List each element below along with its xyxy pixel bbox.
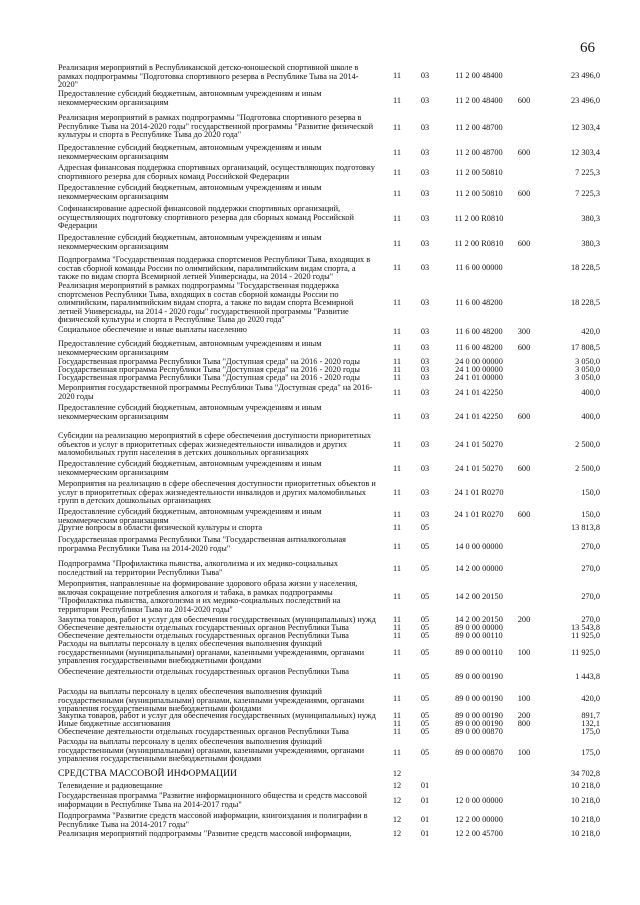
- row-amount: 270,0: [581, 564, 600, 573]
- row-description: Субсидии на реализацию мероприятий в сфере обеспечения доступности приоритетных объектов и услуг в приоритетных сферах жизнедеятельности инвалидов и других маломобильных групп населения в детских дошкольных организациях: [58, 431, 372, 458]
- row-expense-type: 600: [517, 96, 531, 105]
- row-subsection-code: 05: [420, 615, 430, 624]
- row-section-code: 11: [393, 694, 401, 703]
- row-section-code: 11: [393, 365, 401, 374]
- row-expense-type: 600: [517, 239, 531, 248]
- row-description: Предоставление субсидий бюджетным, автономным учреждениям и иным некоммерческим организациям: [58, 143, 322, 161]
- row-section-code: 11: [393, 564, 401, 573]
- row-subsection-code: 05: [420, 542, 430, 551]
- row-target-article: 11 6 00 48200: [455, 298, 503, 307]
- row-target-article: 12 2 00 45700: [455, 829, 503, 838]
- row-target-article: 11 2 00 48700: [455, 148, 503, 157]
- row-expense-type: 300: [517, 327, 531, 336]
- row-subsection-code: 03: [420, 365, 430, 374]
- row-target-article: 11 2 00 48400: [455, 96, 503, 105]
- row-description: Предоставление субсидий бюджетным, автономным учреждениям и иным некоммерческим организациям: [58, 233, 322, 251]
- row-amount: 420,0: [581, 694, 600, 703]
- row-target-article: 24 1 01 42250: [455, 388, 503, 397]
- row-description: Расходы на выплаты персоналу в целях обеспечения выполнения функций государственными (муниципальными) органами, казенными учреждениями, органами управления государственными внебюджетными фондами: [58, 737, 365, 764]
- row-subsection-code: 05: [420, 623, 430, 632]
- row-description: Государственная программа Республики Тыва "Государственная антиалкогольная программа Республики Тыва на 2014-2020 годы": [58, 535, 346, 553]
- row-expense-type: 100: [517, 748, 531, 757]
- row-description: Подпрограмма "Профилактика пьянства, алкоголизма и их медико-социальных последствий на территории Республики Тыва": [58, 559, 339, 577]
- row-section-code: 11: [393, 148, 401, 157]
- row-target-article: 14 0 00 00000: [455, 542, 503, 551]
- row-amount: 270,0: [581, 542, 600, 551]
- row-description: Мероприятия государственной программы Республики Тыва "Доступная среда" на 2016-2020 годы: [58, 383, 373, 401]
- row-target-article: 24 1 01 42250: [455, 412, 503, 421]
- row-section-code: 11: [393, 239, 401, 248]
- row-description: Мероприятия на реализацию в сфере обеспечения доступности приоритетных объектов и услуг в приоритетных сферах жизнедеятельности инвалидов и других маломобильных групп в детских дошкольных организациях: [58, 479, 376, 506]
- row-description: Государственная программа Республики Тыва "Доступная среда" на 2016 - 2020 годы: [58, 373, 360, 382]
- row-subsection-code: 03: [420, 239, 430, 248]
- row-expense-type: 600: [517, 189, 531, 198]
- table-row: [0, 432, 640, 460]
- row-section-code: 11: [393, 510, 401, 519]
- row-subsection-code: 05: [420, 564, 430, 573]
- row-description: Обеспечение деятельности отдельных государственных органов Республики Тыва: [58, 631, 349, 640]
- row-subsection-code: 03: [420, 71, 430, 80]
- row-subsection-code: 01: [420, 815, 430, 824]
- row-section-code: 12: [392, 829, 402, 838]
- row-description: Подпрограмма "Развитие средств массовой информации, книгоиздания и полиграфии в Республике Тыва на 2014-2017 годы": [58, 811, 368, 829]
- table-row: [0, 234, 640, 256]
- row-section-code: 11: [393, 357, 401, 366]
- table-row: [0, 184, 640, 205]
- row-amount: 34 702,8: [570, 769, 600, 778]
- row-target-article: 11 2 00 48400: [455, 71, 503, 80]
- row-subsection-code: 03: [420, 96, 430, 105]
- row-section-code: 11: [393, 123, 401, 132]
- row-description: Адресная финансовая поддержка спортивных организаций, осуществляющих подготовку спортивного резерва для сборных команд Российской Федерации: [58, 163, 375, 181]
- row-amount: 132,1: [581, 719, 600, 728]
- row-description: Расходы на выплаты персоналу в целях обеспечения выполнения функций государственными (муниципальными) органами, казенными учреждениями, органами управления государственными внебюджетными фондами: [58, 687, 365, 714]
- row-amount: 2 500,0: [575, 464, 600, 473]
- row-amount: 400,0: [581, 412, 600, 421]
- row-section-code: 11: [393, 615, 401, 624]
- row-description: Иные бюджетные ассигнования: [58, 719, 171, 728]
- row-description: Реализация мероприятий в рамках подпрограммы "Государственная поддержка спортсменов Республики Тыва, входящих в состав сборной команды России по олимпийским, паралимпийским видам спорта, а также по видам спорта Всемирной летней Универсиады, на 2014 - 2020 годы" государственной программы "Развитие физической культуры и спорта в Республике Тыва до 2020 года": [58, 281, 354, 325]
- row-target-article: 24 1 01 R0270: [454, 510, 504, 519]
- row-target-article: 11 6 00 00000: [455, 263, 503, 272]
- row-amount: 3 050,0: [575, 373, 600, 382]
- row-description: Реализация мероприятий в Республиканской детско-юношеской спортивной школе в рамках подпрограммы "Подготовка спортивного резерва в Республике Тыва на 2014-2020": [58, 63, 359, 90]
- row-target-article: 24 1 01 R0270: [454, 488, 504, 497]
- row-target-article: 11 2 00 R0810: [454, 214, 504, 223]
- table-row: [0, 812, 640, 830]
- row-section-code: 11: [393, 719, 401, 728]
- row-subsection-code: 03: [420, 343, 430, 352]
- row-section-code: 11: [393, 189, 401, 198]
- row-target-article: 11 2 00 48700: [455, 123, 503, 132]
- row-section-code: 11: [393, 523, 401, 532]
- row-description: Государственная программа Республики Тыва "Доступная среда" на 2016 - 2020 годы: [58, 365, 360, 374]
- table-row: [0, 688, 640, 712]
- table-row: [0, 738, 640, 770]
- table-row: [0, 205, 640, 234]
- row-section-code: 12: [392, 769, 402, 778]
- row-subsection-code: 03: [420, 148, 430, 157]
- row-amount: 13 543,8: [570, 623, 600, 632]
- row-section-code: 11: [393, 648, 401, 657]
- row-description: Телевидение и радиовещание: [58, 781, 163, 790]
- table-row: [0, 792, 640, 812]
- row-amount: 3 050,0: [575, 365, 600, 374]
- row-target-article: 89 0 00 00190: [455, 719, 503, 728]
- row-description: Предоставление субсидий бюджетным, автономным учреждениям и иным некоммерческим организациям: [58, 507, 322, 525]
- row-amount: 7 225,3: [575, 189, 600, 198]
- row-section-code: 11: [393, 298, 401, 307]
- row-amount: 7 225,3: [575, 168, 600, 177]
- row-amount: 10 218,0: [570, 815, 600, 824]
- table-row: [0, 114, 640, 144]
- row-target-article: 89 0 00 00190: [455, 672, 503, 681]
- row-amount: 10 218,0: [570, 781, 600, 790]
- row-subsection-code: 05: [420, 672, 430, 681]
- row-expense-type: 200: [517, 615, 531, 624]
- row-amount: 11 925,0: [571, 648, 600, 657]
- row-amount: 12 303,4: [570, 148, 600, 157]
- row-target-article: 14 2 00 00000: [455, 564, 503, 573]
- row-subsection-code: 03: [420, 298, 430, 307]
- row-description: Обеспечение деятельности отдельных государственных органов Республики Тыва: [58, 727, 349, 736]
- row-target-article: 11 2 00 50810: [455, 189, 503, 198]
- row-description: Закупка товаров, работ и услуг для обеспечения государственных (муниципальных) нужд: [58, 711, 376, 720]
- table-row: [0, 404, 640, 432]
- row-subsection-code: 03: [420, 214, 430, 223]
- row-amount: 17 808,5: [570, 343, 600, 352]
- row-subsection-code: 05: [420, 711, 430, 720]
- table-row: [0, 164, 640, 184]
- row-amount: 150,0: [581, 510, 600, 519]
- table-row: [0, 508, 640, 524]
- row-amount: 1 443,8: [575, 672, 600, 681]
- row-description: СРЕДСТВА МАССОВОЙ ИНФОРМАЦИИ: [58, 768, 237, 779]
- row-section-code: 11: [393, 631, 401, 640]
- row-expense-type: 600: [517, 510, 531, 519]
- row-subsection-code: 05: [420, 719, 430, 728]
- row-section-code: 12: [392, 815, 402, 824]
- table-row: [0, 90, 640, 114]
- row-target-article: 24 0 00 00000: [455, 357, 503, 366]
- row-amount: 23 496,0: [570, 71, 600, 80]
- row-amount: 13 813,8: [570, 523, 600, 532]
- row-amount: 23 496,0: [570, 96, 600, 105]
- row-target-article: 24 1 01 50270: [455, 464, 503, 473]
- row-description: Предоставление субсидий бюджетным, автономным учреждениям и иным некоммерческим организациям: [58, 183, 322, 201]
- row-amount: 380,3: [581, 239, 600, 248]
- row-amount: 10 218,0: [570, 796, 600, 805]
- row-target-article: 24 1 00 00000: [455, 365, 503, 374]
- row-subsection-code: 05: [420, 727, 430, 736]
- row-amount: 150,0: [581, 488, 600, 497]
- row-section-code: 11: [393, 388, 401, 397]
- table-row: [0, 580, 640, 616]
- row-subsection-code: 03: [420, 168, 430, 177]
- table-row: [0, 64, 640, 90]
- row-amount: 420,0: [581, 327, 600, 336]
- row-expense-type: 100: [517, 648, 531, 657]
- row-section-code: 12: [392, 781, 402, 790]
- row-section-code: 11: [393, 168, 401, 177]
- row-section-code: 11: [393, 343, 401, 352]
- row-subsection-code: 03: [420, 388, 430, 397]
- row-section-code: 11: [393, 592, 401, 601]
- row-description: Закупка товаров, работ и услуг для обеспечения государственных (муниципальных) нужд: [58, 615, 376, 624]
- row-description: Предоставление субсидий бюджетным, автономным учреждениям и иным некоммерческим организациям: [58, 89, 322, 107]
- row-subsection-code: 03: [420, 263, 430, 272]
- table-row: [0, 384, 640, 404]
- row-target-article: 24 1 01 50270: [455, 440, 503, 449]
- table-row: [0, 480, 640, 508]
- row-description: Предоставление субсидий бюджетным, автономным учреждениям и иным некоммерческим организациям: [58, 459, 322, 477]
- row-amount: 10 218,0: [570, 829, 600, 838]
- row-target-article: 89 0 00 00190: [455, 711, 503, 720]
- row-target-article: 89 0 00 00870: [455, 748, 503, 757]
- row-target-article: 11 2 00 R0810: [454, 239, 504, 248]
- row-subsection-code: 03: [420, 412, 430, 421]
- row-section-code: 11: [393, 464, 401, 473]
- table-row: [0, 256, 640, 282]
- row-subsection-code: 05: [420, 748, 430, 757]
- table-row: [0, 144, 640, 164]
- row-expense-type: 600: [517, 148, 531, 157]
- row-section-code: 11: [393, 412, 401, 421]
- row-subsection-code: 03: [420, 189, 430, 198]
- row-expense-type: 100: [517, 694, 531, 703]
- row-section-code: 11: [393, 727, 401, 736]
- row-section-code: 11: [393, 542, 401, 551]
- row-section-code: 11: [393, 672, 401, 681]
- row-subsection-code: 05: [420, 592, 430, 601]
- row-subsection-code: 01: [420, 829, 430, 838]
- row-target-article: 89 0 00 00190: [455, 694, 503, 703]
- row-amount: 175,0: [581, 727, 600, 736]
- row-amount: 11 925,0: [571, 631, 600, 640]
- row-subsection-code: 05: [420, 694, 430, 703]
- row-target-article: 12 0 00 00000: [455, 796, 503, 805]
- row-target-article: 89 0 00 00110: [455, 648, 503, 657]
- row-subsection-code: 03: [420, 488, 430, 497]
- row-subsection-code: 03: [420, 464, 430, 473]
- row-section-code: 11: [393, 263, 401, 272]
- row-section-code: 11: [393, 748, 401, 757]
- row-section-code: 11: [393, 96, 401, 105]
- row-amount: 175,0: [581, 748, 600, 757]
- row-subsection-code: 03: [420, 510, 430, 519]
- row-target-article: 11 6 00 48200: [455, 343, 503, 352]
- row-target-article: 89 0 00 00000: [455, 623, 503, 632]
- table-row: [0, 668, 640, 688]
- row-target-article: 11 2 00 50810: [455, 168, 503, 177]
- row-target-article: 12 2 00 00000: [455, 815, 503, 824]
- table-row: [0, 326, 640, 340]
- table-row: [0, 640, 640, 668]
- row-subsection-code: 03: [420, 357, 430, 366]
- row-description: Реализация мероприятий подпрограммы "Развитие средств массовой информации,: [58, 829, 352, 838]
- row-description: Предоставление субсидий бюджетным, автономным учреждениям и иным некоммерческим организациям: [58, 339, 322, 357]
- row-description: Софинансирование адресной финансовой поддержки спортивных организаций, осуществляющих подготовку спортивного резерва для сборных команд Российской Федерации: [58, 204, 355, 231]
- row-subsection-code: 05: [420, 631, 430, 640]
- row-target-article: 24 1 01 00000: [455, 373, 503, 382]
- row-description: Государственная программа Республики Тыва "Доступная среда" на 2016 - 2020 годы: [58, 357, 360, 366]
- row-expense-type: 600: [517, 412, 531, 421]
- row-target-article: 14 2 00 20150: [455, 615, 503, 624]
- row-target-article: 89 0 00 00110: [455, 631, 503, 640]
- table-row: [0, 560, 640, 580]
- row-description: Обеспечение деятельности отдельных государственных органов Республики Тыва: [58, 623, 349, 632]
- row-description: Расходы на выплаты персоналу в целях обеспечения выполнения функций государственными (муниципальными) органами, казенными учреждениями, органами управления государственными внебюджетными фондами: [58, 639, 365, 666]
- table-row: [0, 460, 640, 480]
- row-section-code: 11: [393, 327, 401, 336]
- row-target-article: 89 0 00 00870: [455, 727, 503, 736]
- row-subsection-code: 01: [420, 781, 430, 790]
- row-section-code: 11: [393, 440, 401, 449]
- row-subsection-code: 03: [420, 123, 430, 132]
- row-amount: 270,0: [581, 592, 600, 601]
- row-section-code: 11: [393, 711, 401, 720]
- row-amount: 400,0: [581, 388, 600, 397]
- row-description: Другие вопросы в области физической культуры и спорта: [58, 523, 263, 532]
- row-expense-type: 800: [517, 719, 531, 728]
- row-subsection-code: 03: [420, 440, 430, 449]
- row-amount: 18 228,5: [570, 263, 600, 272]
- row-amount: 891,7: [581, 711, 600, 720]
- row-target-article: 11 6 00 48200: [455, 327, 503, 336]
- row-subsection-code: 03: [420, 327, 430, 336]
- row-subsection-code: 05: [420, 648, 430, 657]
- row-subsection-code: 03: [420, 373, 430, 382]
- row-section-code: 11: [393, 71, 401, 80]
- row-description: Обеспечение деятельности отдельных государственных органов Республики Тыва: [58, 667, 349, 676]
- row-target-article: 14 2 00 20150: [455, 592, 503, 601]
- page-number: 66: [580, 40, 595, 56]
- row-amount: 2 500,0: [575, 440, 600, 449]
- row-section-code: 11: [393, 623, 401, 632]
- row-amount: 12 303,4: [570, 123, 600, 132]
- row-amount: 270,0: [581, 615, 600, 624]
- table-row: [0, 282, 640, 326]
- table-row: [0, 536, 640, 560]
- row-description: Реализация мероприятий в рамках подпрограммы "Подготовка спортивного резерва в Республике Тыва на 2014-2020 годы" государственной программы "Развитие физической культуры и спорта в Республике Тыва до 2020 года": [58, 113, 374, 140]
- row-amount: 3 050,0: [575, 357, 600, 366]
- row-description: Предоставление субсидий бюджетным, автономным учреждениям и иным некоммерческим организациям: [58, 403, 322, 421]
- row-subsection-code: 05: [420, 523, 430, 532]
- row-description: Мероприятия, направленные на формирование здорового образа жизни у населения, включая сокращение потребления алкоголя и табака, в рамках подпрограммы "Профилактика пьянства, алкоголизма и их медико-социальных последствий на территории Республики Тыва на 2014-2020 годы": [58, 579, 358, 614]
- row-subsection-code: 01: [420, 796, 430, 805]
- row-expense-type: 600: [517, 464, 531, 473]
- row-description: Государственная программа "Развитие информационного общества и средств массовой информации в Республике Тыва на 2014-2017 годы": [58, 791, 367, 809]
- row-section-code: 11: [393, 488, 401, 497]
- row-amount: 18 228,5: [570, 298, 600, 307]
- row-expense-type: 600: [517, 343, 531, 352]
- row-section-code: 12: [392, 796, 402, 805]
- row-section-code: 11: [393, 373, 401, 382]
- row-expense-type: 200: [517, 711, 531, 720]
- table-row: [0, 830, 640, 840]
- row-section-code: 11: [393, 214, 401, 223]
- row-amount: 380,3: [581, 214, 600, 223]
- row-description: Социальное обеспечение и иные выплаты населению: [58, 325, 247, 334]
- row-description: Подпрограмма "Государственная поддержка спортсменов Республики Тыва, входящих в состав сборной команды России по олимпийским, паралимпийским видам спорта, а также по видам спорта Всемирной летней Универсиады, на 2014 - 2020 годы": [58, 255, 371, 282]
- table-row: [0, 340, 640, 358]
